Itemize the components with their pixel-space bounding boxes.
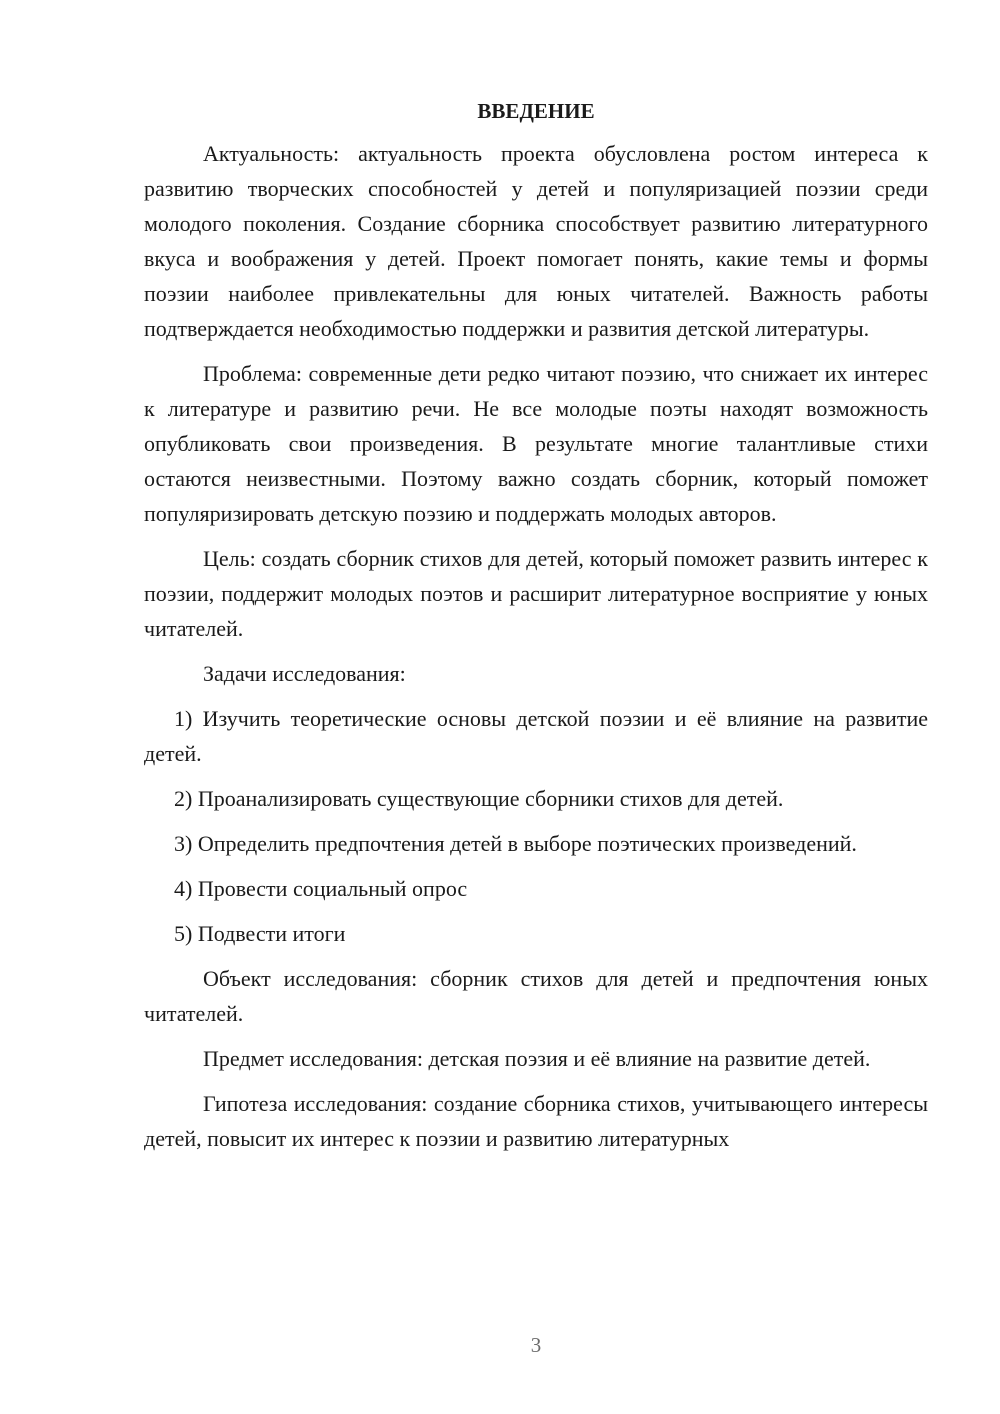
page-number: 3 bbox=[530, 1333, 542, 1357]
task-item-3: 3) Определить предпочтения детей в выборе поэтических произведений. bbox=[174, 831, 857, 856]
paragraph-relevance: Актуальность: актуальность проекта обусловлена ростом интереса к развитию творческих способностей у детей и популяризацией поэзии среди молодого поколения. Создание сборника способствует развитию литературного вкуса и воображения у детей. Проект помогает понять, какие темы и формы поэзии наиболее привлекательны для юных читателей. Важность работы подтверждается необходимостью поддержки и развития детской литературы. bbox=[144, 141, 928, 341]
task-item-5: 5) Подвести итоги bbox=[174, 921, 346, 946]
task-item-2: 2) Проанализировать существующие сборники стихов для детей. bbox=[174, 786, 784, 811]
paragraph-object: Объект исследования: сборник стихов для детей и предпочтения юных читателей. bbox=[144, 966, 928, 1026]
task-item-1: 1) Изучить теоретические основы детской поэзии и её влияние на развитие детей. bbox=[144, 706, 928, 766]
tasks-heading: Задачи исследования: bbox=[203, 661, 406, 686]
task-item-4: 4) Провести социальный опрос bbox=[174, 876, 468, 901]
paragraph-subject: Предмет исследования: детская поэзия и её влияние на развитие детей. bbox=[203, 1046, 871, 1071]
paragraph-problem: Проблема: современные дети редко читают поэзию, что снижает их интерес к литературе и развитию речи. Не все молодые поэты находят возможность опубликовать свои произведения. В результате многие талантливые стихи остаются неизвестными. Поэтому важно создать сборник, который поможет популяризировать детскую поэзию и поддержать молодых авторов. bbox=[144, 361, 928, 526]
paragraph-goal: Цель: создать сборник стихов для детей, который поможет развить интерес к поэзии, поддержит молодых поэтов и расширит литературное восприятие у юных читателей. bbox=[144, 546, 928, 641]
paragraph-hypothesis: Гипотеза исследования: создание сборника стихов, учитывающего интересы детей, повысит их интерес к поэзии и развитию литературных bbox=[144, 1091, 928, 1151]
section-title: ВВЕДЕНИЕ bbox=[477, 99, 595, 123]
document-body bbox=[144, 96, 928, 1166]
